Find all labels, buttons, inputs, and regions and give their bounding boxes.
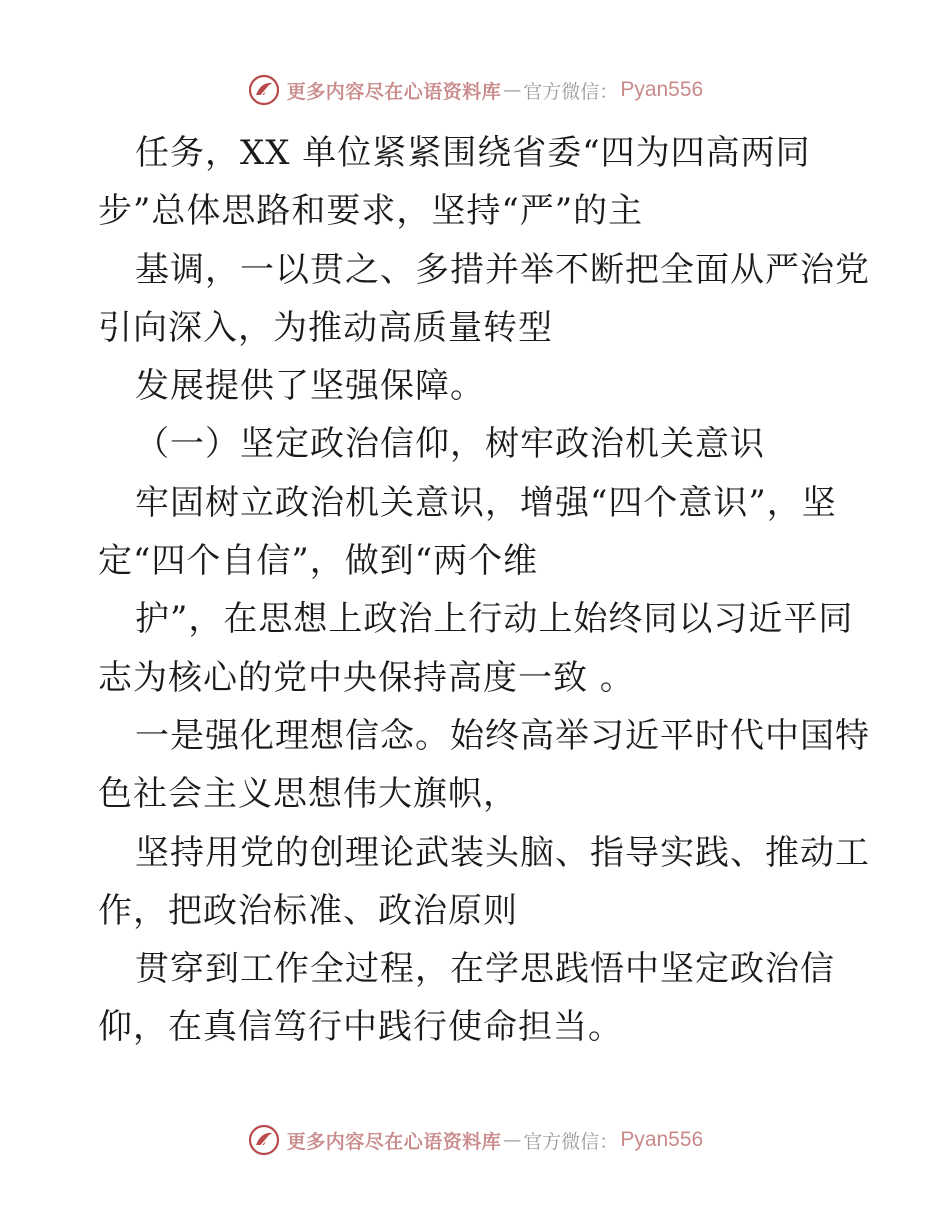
body-text: [98, 124, 870, 1057]
header-watermark: [0, 70, 950, 110]
text-line: 定“四个自信”，做到“两个维: [98, 541, 539, 582]
text-line: 任务，XX 单位紧紧围绕省委“四为四高两同: [135, 133, 811, 173]
text-line: 仰，在真信笃行中践行使命担当。: [98, 1007, 623, 1048]
watermark-label: 官方微信：: [523, 1130, 619, 1153]
text-line: 步”总体思路和要求，坚持“严”的主: [98, 191, 644, 232]
watermark-brand: 更多内容尽在心语资料库: [286, 80, 502, 103]
watermark-id: Pyan556: [620, 1128, 704, 1151]
footer-watermark: [0, 1120, 950, 1160]
text-line: 一是强化理想信念。始终高举习近平时代中国特: [135, 715, 870, 756]
watermark-brand: 更多内容尽在心语资料库: [286, 1130, 502, 1153]
text-line: 牢固树立政治机关意识，增强“四个意识”，坚: [135, 482, 837, 523]
brand-logo-icon: [247, 1123, 281, 1157]
watermark-separator: —: [503, 79, 522, 101]
brand-logo-icon: [247, 73, 281, 107]
text-line: 护”，在思想上政治上行动上始终同以习近平同: [135, 599, 854, 640]
text-line: 引向深入，为推动高质量转型: [98, 307, 553, 348]
watermark-separator: —: [503, 1129, 522, 1151]
text-line: 基调，一以贯之、多措并举不断把全面从严治党: [135, 249, 870, 290]
watermark-label: 官方微信：: [523, 80, 619, 103]
text-line: 作，把政治标准、政治原则: [98, 890, 518, 931]
watermark-id: Pyan556: [620, 78, 704, 101]
text-line: 坚持用党的创理论武装头脑、指导实践、推动工: [135, 832, 870, 873]
text-line: 发展提供了坚强保障。: [135, 366, 485, 407]
text-line: 色社会主义思想伟大旗帜，: [98, 774, 518, 815]
text-line: 贯穿到工作全过程，在学思践悟中坚定政治信: [135, 949, 835, 990]
section-heading: （一）坚定政治信仰，树牢政治机关意识: [135, 424, 765, 465]
text-line: 志为核心的党中央保持高度一致 。: [98, 657, 635, 698]
